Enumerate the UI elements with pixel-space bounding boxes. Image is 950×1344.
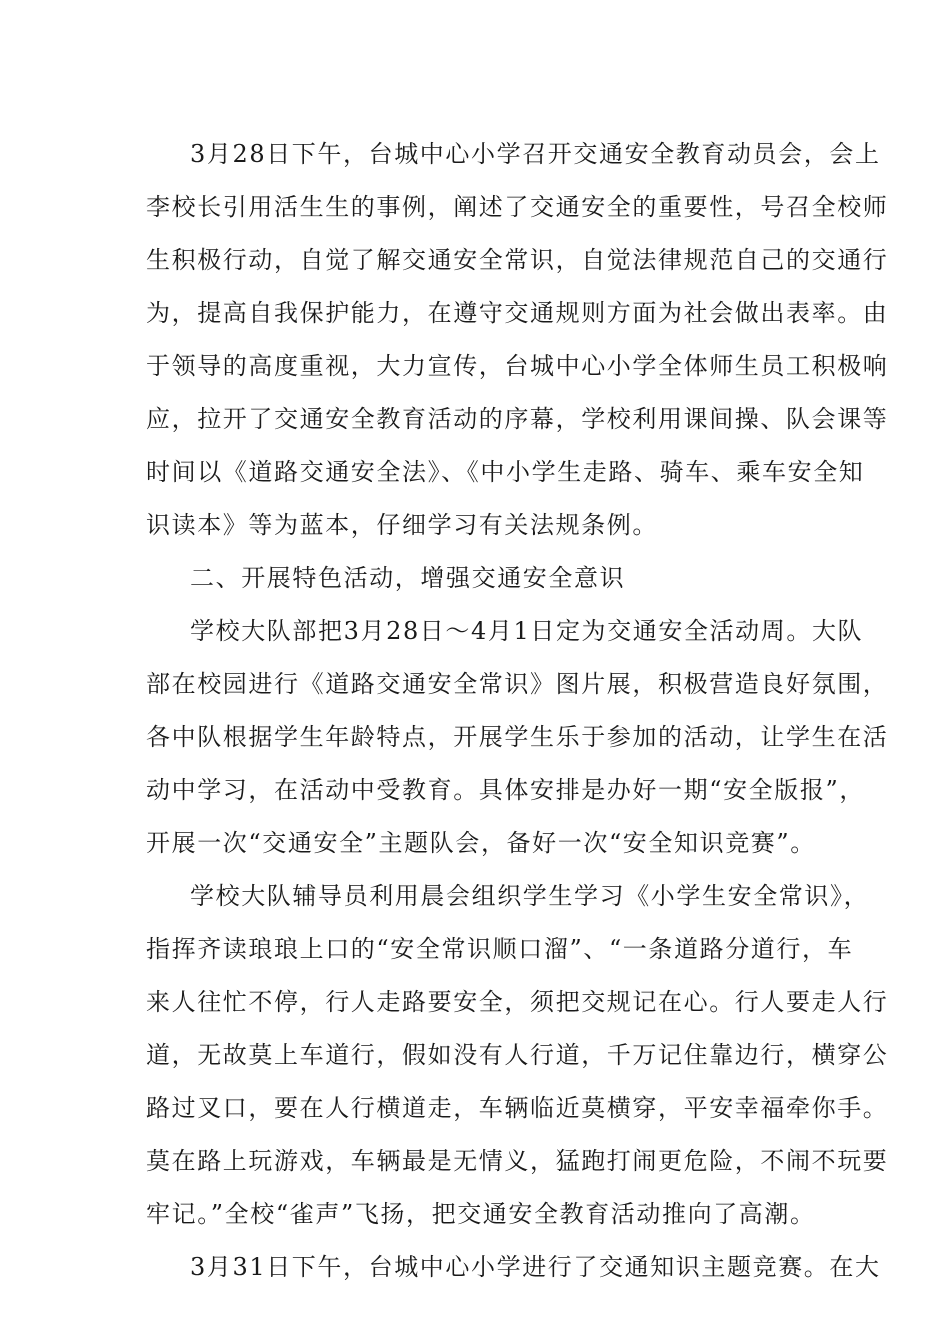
text-line: 学校大队部把3月28日～4月1日定为交通安全活动周。大队: [190, 617, 864, 645]
text-line: 生积极行动，自觉了解交通安全常识，自觉法律规范自己的交通行: [146, 246, 889, 274]
text-line: 学校大队辅导员利用晨会组织学生学习《小学生安全常识》，: [190, 882, 870, 910]
text-line: 3月31日下午，台城中心小学进行了交通知识主题竞赛。在大: [190, 1253, 881, 1281]
text-line: 3月28日下午，台城中心小学召开交通安全教育动员会，会上: [190, 140, 881, 168]
text-line: 指挥齐读琅琅上口的“安全常识顺口溜”、“一条道路分道行，车: [146, 935, 854, 963]
text-line: 应，拉开了交通安全教育活动的序幕，学校利用课间操、队会课等: [146, 405, 889, 433]
section-heading: 二、开展特色活动，增强交通安全意识: [190, 564, 626, 592]
text-line: 路过叉口，要在人行横道走，车辆临近莫横穿，平安幸福牵你手。: [146, 1094, 889, 1122]
text-line: 时间以《道路交通安全法》、《中小学生走路、骑车、乘车安全知: [146, 458, 865, 486]
text-line: 开展一次“交通安全”主题队会，备好一次“安全知识竞赛”。: [146, 829, 816, 857]
text-line: 部在校园进行《道路交通安全常识》图片展，积极营造良好氛围，: [146, 670, 889, 698]
text-line: 动中学习，在活动中受教育。具体安排是办好一期“安全版报”，: [146, 776, 865, 804]
text-line: 识读本》等为蓝本，仔细学习有关法规条例。: [146, 511, 658, 539]
text-line: 为，提高自我保护能力，在遵守交通规则方面为社会做出表率。由: [146, 299, 889, 327]
document-body: [146, 128, 889, 1294]
text-line: 道，无故莫上车道行，假如没有人行道，千万记住靠边行，横穿公: [146, 1041, 889, 1069]
text-line: 李校长引用活生生的事例，阐述了交通安全的重要性，号召全校师: [146, 193, 889, 221]
text-line: 莫在路上玩游戏，车辆最是无情义，猛跑打闹更危险，不闹不玩要: [146, 1147, 889, 1175]
text-line: 牢记。”全校“雀声”飞扬，把交通安全教育活动推向了高潮。: [146, 1200, 816, 1228]
text-line: 于领导的高度重视，大力宣传，台城中心小学全体师生员工积极响: [146, 352, 889, 380]
text-line: 各中队根据学生年龄特点，开展学生乐于参加的活动，让学生在活: [146, 723, 889, 751]
text-line: 来人往忙不停，行人走路要安全，须把交规记在心。行人要走人行: [146, 988, 889, 1016]
